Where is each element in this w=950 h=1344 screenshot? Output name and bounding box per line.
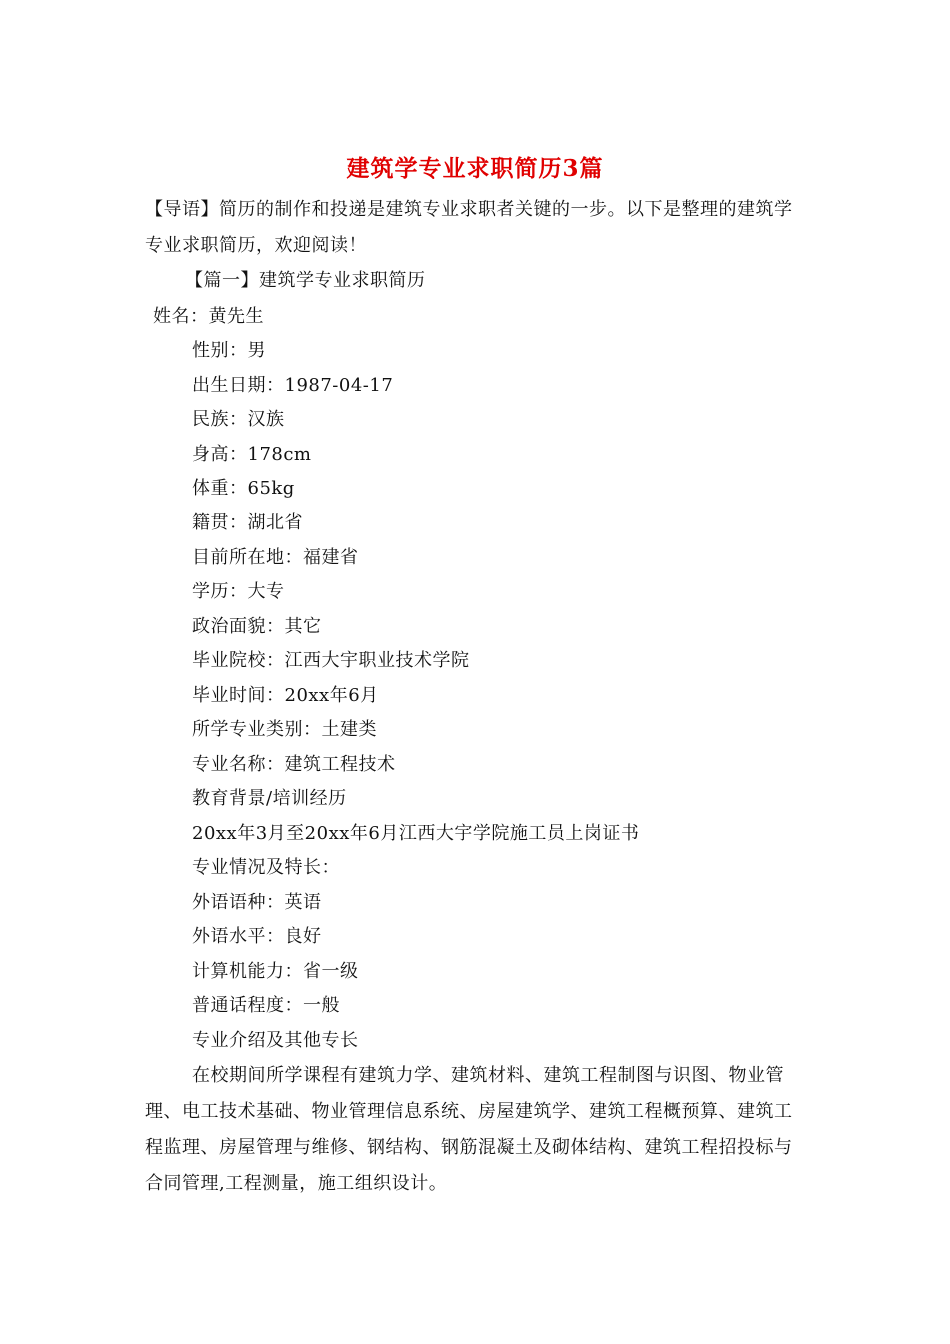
education-entry: 20xx年3月至20xx年6月江西大宇学院施工员上岗证书: [192, 823, 640, 844]
field-gender: 性别：男: [192, 340, 266, 361]
skills-heading: 专业情况及特长：: [192, 857, 340, 878]
document-title: 建筑学专业求职简历3篇: [346, 155, 604, 182]
field-language-level: 外语水平：良好: [192, 926, 322, 947]
field-political-status: 政治面貌：其它: [192, 616, 322, 637]
field-major-name: 专业名称：建筑工程技术: [192, 754, 396, 775]
field-native-place: 籍贯：湖北省: [192, 512, 303, 533]
education-background-heading: 教育背景/培训经历: [192, 788, 347, 809]
intro-paragraph: 【导语】简历的制作和投递是建筑专业求职者关键的一步。以下是整理的建筑学专业求职简历，欢迎阅读！: [145, 199, 793, 256]
field-birthdate: 出生日期：1987-04-17: [192, 375, 394, 396]
field-current-location: 目前所在地：福建省: [192, 547, 359, 568]
field-mandarin-level: 普通话程度：一般: [192, 995, 340, 1016]
field-major-category: 所学专业类别：土建类: [192, 719, 377, 740]
courses-paragraph: 在校期间所学课程有建筑力学、建筑材料、建筑工程制图与识图、物业管理、电工技术基础、物业管理信息系统、房屋建筑学、建筑工程概预算、建筑工程监理、房屋管理与维修、钢结构、钢筋混凝土及砌体结构、建筑工程招投标与合同管理,工程测量，施工组织设计。: [145, 1065, 793, 1194]
field-education-level: 学历：大专: [192, 581, 285, 602]
field-foreign-language: 外语语种：英语: [192, 892, 322, 913]
field-graduation-date: 毕业时间：20xx年6月: [192, 685, 379, 706]
field-height: 身高：178cm: [192, 444, 312, 465]
field-ethnicity: 民族：汉族: [192, 409, 285, 430]
field-name: 姓名：黄先生: [153, 306, 264, 327]
section-heading: 【篇一】建筑学专业求职简历: [185, 270, 426, 291]
field-computer-skill: 计算机能力：省一级: [192, 961, 359, 982]
field-weight: 体重：65kg: [192, 478, 295, 499]
specialty-heading: 专业介绍及其他专长: [192, 1030, 359, 1051]
field-school: 毕业院校：江西大宇职业技术学院: [192, 650, 470, 671]
